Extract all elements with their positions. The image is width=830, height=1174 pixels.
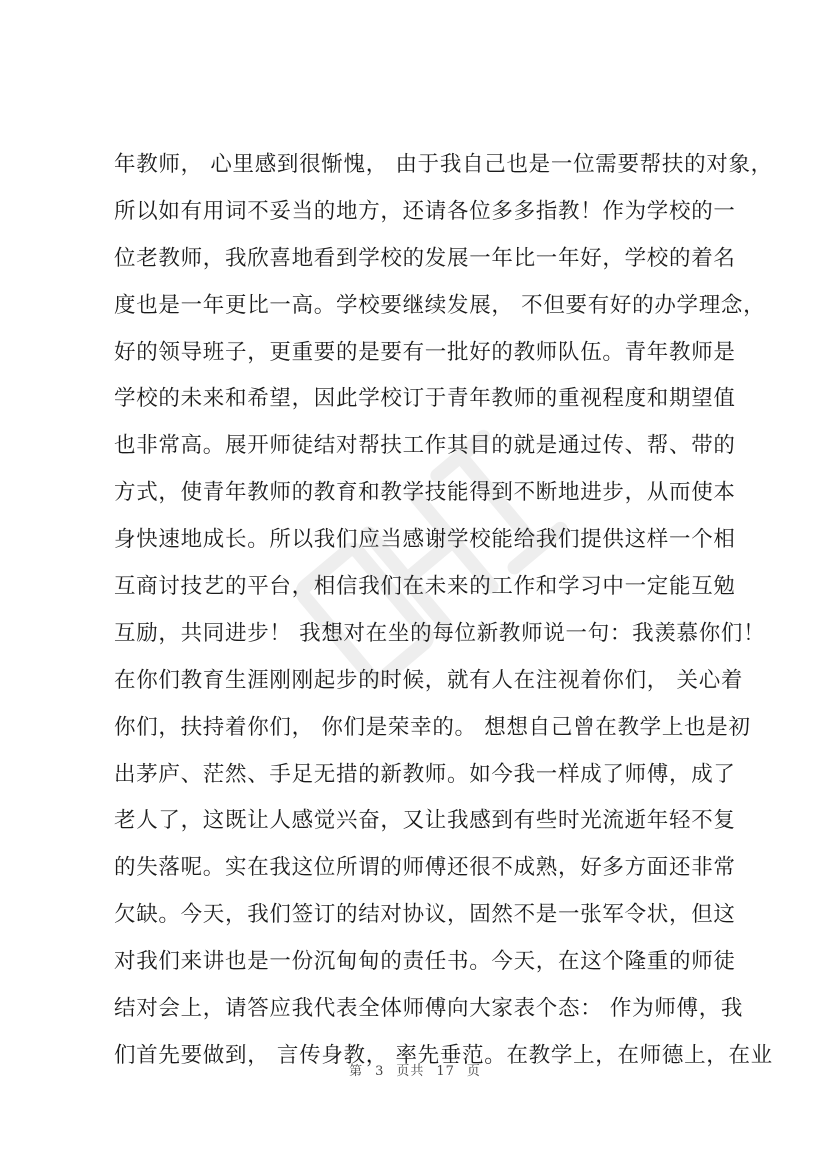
body-text: [114, 142, 773, 1080]
text-line: 也非常高。展开师徒结对帮扶工作其目的就是通过传、帮、带的: [114, 433, 736, 459]
page-label-middle: 页共: [396, 1064, 425, 1079]
text-line: 老人了，这既让人感觉兴奋，又让我感到有些时光流逝年轻不复: [114, 808, 736, 834]
total-pages: 17: [436, 1064, 455, 1079]
text-line: 方式，使青年教师的教育和教学技能得到不断地进步，从而使本: [114, 480, 736, 506]
text-line: 身快速地成长。所以我们应当感谢学校能给我们提供这样一个相: [114, 527, 736, 553]
text-line: 度也是一年更比一高。学校要继续发展， 不但要有好的办学理念，: [114, 292, 766, 318]
text-line: 你们，扶持着你们， 你们是荣幸的。 想想自己曾在教学上也是初: [114, 714, 751, 740]
text-line: 欠缺。今天，我们签订的结对协议，固然不是一张军令状，但这: [114, 902, 736, 928]
page-label-suffix: 页: [466, 1064, 481, 1079]
text-line: 好的领导班子，更重要的是要有一批好的教师队伍。青年教师是: [114, 339, 736, 365]
text-line: 所以如有用词不妥当的地方，还请各位多多指教！作为学校的一: [114, 198, 736, 224]
text-line: 出茅庐、茫然、手足无措的新教师。如今我一样成了师傅，成了: [114, 761, 736, 787]
text-line: 互励，共同进步！ 我想对在坐的每位新教师说一句：我羡慕你们！: [114, 620, 766, 646]
page-footer: [0, 1060, 830, 1079]
page-label-prefix: 第: [349, 1064, 364, 1079]
text-line: 在你们教育生涯刚刚起步的时候，就有人在注视着你们， 关心着: [114, 667, 744, 693]
text-line: 的失落呢。实在我这位所谓的师傅还很不成熟，好多方面还非常: [114, 855, 736, 881]
text-line: 年教师， 心里感到很惭愧， 由于我自己也是一位需要帮扶的对象，: [114, 152, 773, 177]
text-line: 位老教师，我欣喜地看到学校的发展一年比一年好，学校的着名: [114, 245, 736, 271]
text-line: 们首先要做到， 言传身教， 率先垂范。在教学上，在师德上，在业: [114, 1042, 773, 1068]
text-line: 互商讨技艺的平台，相信我们在未来的工作和学习中一定能互勉: [114, 574, 736, 600]
text-line: 对我们来讲也是一份沉甸甸的责任书。今天，在这个隆重的师徒: [114, 949, 736, 975]
page-number: 3: [375, 1064, 385, 1079]
text-line: 学校的未来和希望，因此学校订于青年教师的重视程度和期望值: [114, 386, 736, 412]
text-line: 结对会上，请答应我代表全体师傅向大家表个态： 作为师傅，我: [114, 996, 744, 1022]
